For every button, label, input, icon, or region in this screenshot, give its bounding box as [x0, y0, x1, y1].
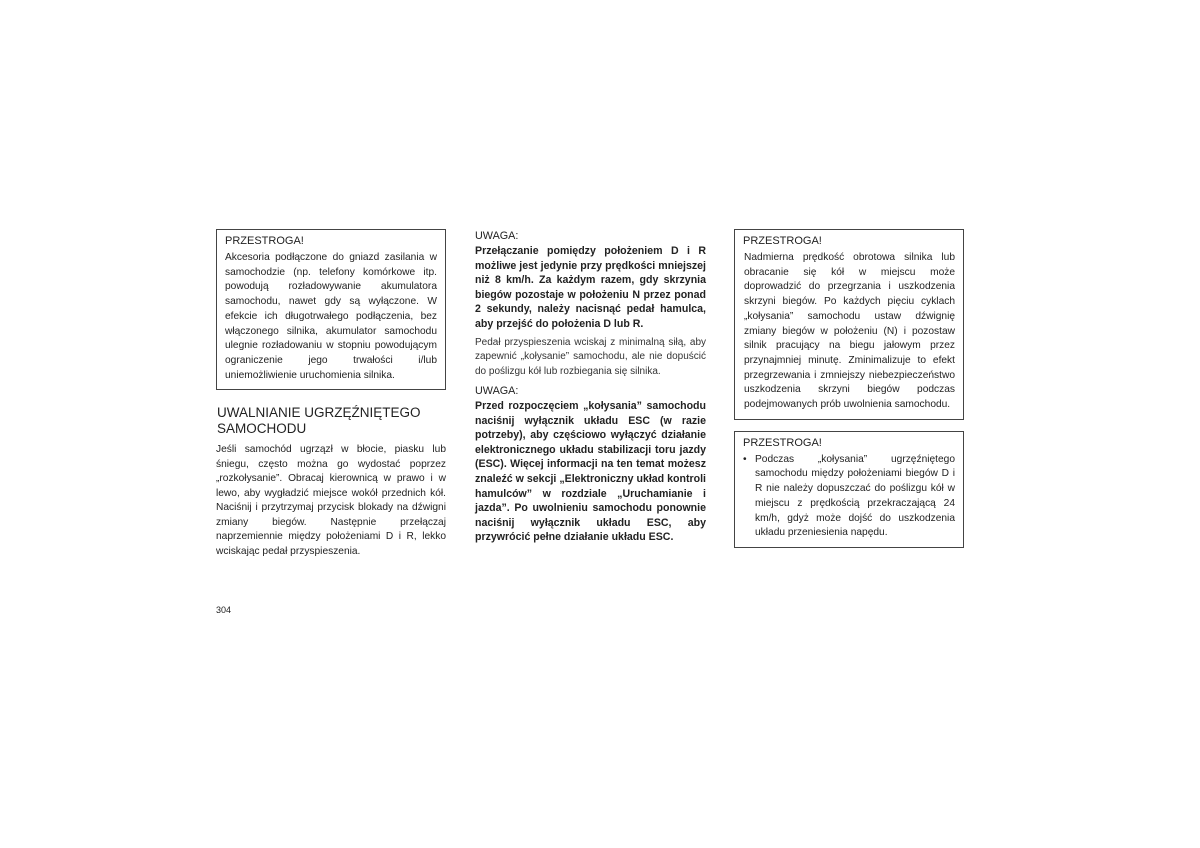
caution-title: PRZESTROGA!	[743, 235, 822, 247]
caution-title: PRZESTROGA!	[743, 436, 822, 449]
bullet-text: Podczas „kołysania” ugrzęźniętego samochodu między położeniami biegów D i R nie należy dopuszczać do poślizgu kół w miejscu z prędkością przekraczającą 24 km/h, gdyż może dojść do uszkodzenia układu przeniesienia napędu.	[755, 453, 955, 539]
section-heading: UWALNIANIE UGRZĘŹNIĘTEGO SAMOCHODU	[217, 405, 421, 437]
section-paragraph: Jeśli samochód ugrzązł w błocie, piasku lub śniegu, często można go wydostać poprzez „rozkołysanie”. Obracaj kierownicą w prawo i w lewo, aby wygładzić miejsce wokół przednich kół. Naciśnij i przytrzymaj przycisk blokady na dźwigni zmiany biegów. Następnie przełączaj naprzemiennie między położeniami D i R, lekko wciskając pedał przyspieszenia.	[216, 444, 446, 557]
caution-box-wheel-spin	[734, 431, 964, 548]
middle-column	[475, 229, 706, 545]
bullet-icon: •	[743, 453, 747, 465]
caution-text: Akcesoria podłączone do gniazd zasilania w samochodzie (np. telefony komórkowe itp. powodują rozładowywanie akumulatora samochodu, nawet gdy są wyłączone. W efekcie ich długotrwałego podłączenia, bez włączonego silnika, akumulator samochodu ulegnie rozładowaniu w stopniu powodującym ograniczenie jego trwałości i/lub uniemożliwienie uruchomienia silnika.	[225, 252, 437, 381]
note-label: UWAGA:	[475, 385, 519, 398]
right-column	[734, 229, 964, 548]
note-label: UWAGA:	[475, 230, 519, 242]
caution-text: Nadmierna prędkość obrotowa silnika lub obracanie się kół w miejscu może doprowadzić do przegrzania i uszkodzenia skrzyni biegów. Po każdych pięciu cyklach „kołysania” samochodu ustaw dźwignię zmiany biegów w położeniu (N) i pozostaw silnik pracujący na biegu jałowym przez przynajmniej minutę. Zminimalizuje to efekt przegrzewania i zmniejszy niebezpieczeństwo uszkodzenia skrzyni biegów podczas podejmowanych prób uwolnienia samochodu.	[744, 252, 955, 411]
note-body-text: Pedał przyspieszenia wciskaj z minimalną siłą, aby zapewnić „kołysanie” samochodu, ale nie dopuścić do poślizgu kół lub rozbiegania się silnika.	[475, 336, 706, 377]
caution-box-accessories	[216, 229, 446, 390]
bullet-item	[743, 453, 955, 541]
page-number: 304	[216, 605, 232, 615]
left-column	[216, 229, 446, 559]
caution-title: PRZESTROGA!	[225, 235, 304, 247]
note-bold-text: Przed rozpoczęciem „kołysania” samochodu naciśnij wyłącznik układu ESC (w razie potrzeby), aby częściowo wyłączyć działanie elektronicznego układu stabilizacji toru jazdy (ESC). Więcej informacji na ten temat możesz znaleźć w sekcji „Elektroniczny układ kontroli hamulców” w rozdziale „Uruchamianie i jazda”. Po uwolnieniu samochodu ponownie naciśnij wyłącznik układu ESC, aby przywrócić pełne działanie układu ESC.	[475, 400, 706, 544]
note-bold-text: Przełączanie pomiędzy położeniem D i R możliwe jest jedynie przy prędkości mniejszej niż 8 km/h. Za każdym razem, gdy skrzynia biegów pozostaje w położeniu N przez ponad 2 sekundy, należy nacisnąć pedał hamulca, aby przejść do położenia D lub R.	[475, 245, 706, 330]
caution-box-engine-speed	[734, 229, 964, 420]
